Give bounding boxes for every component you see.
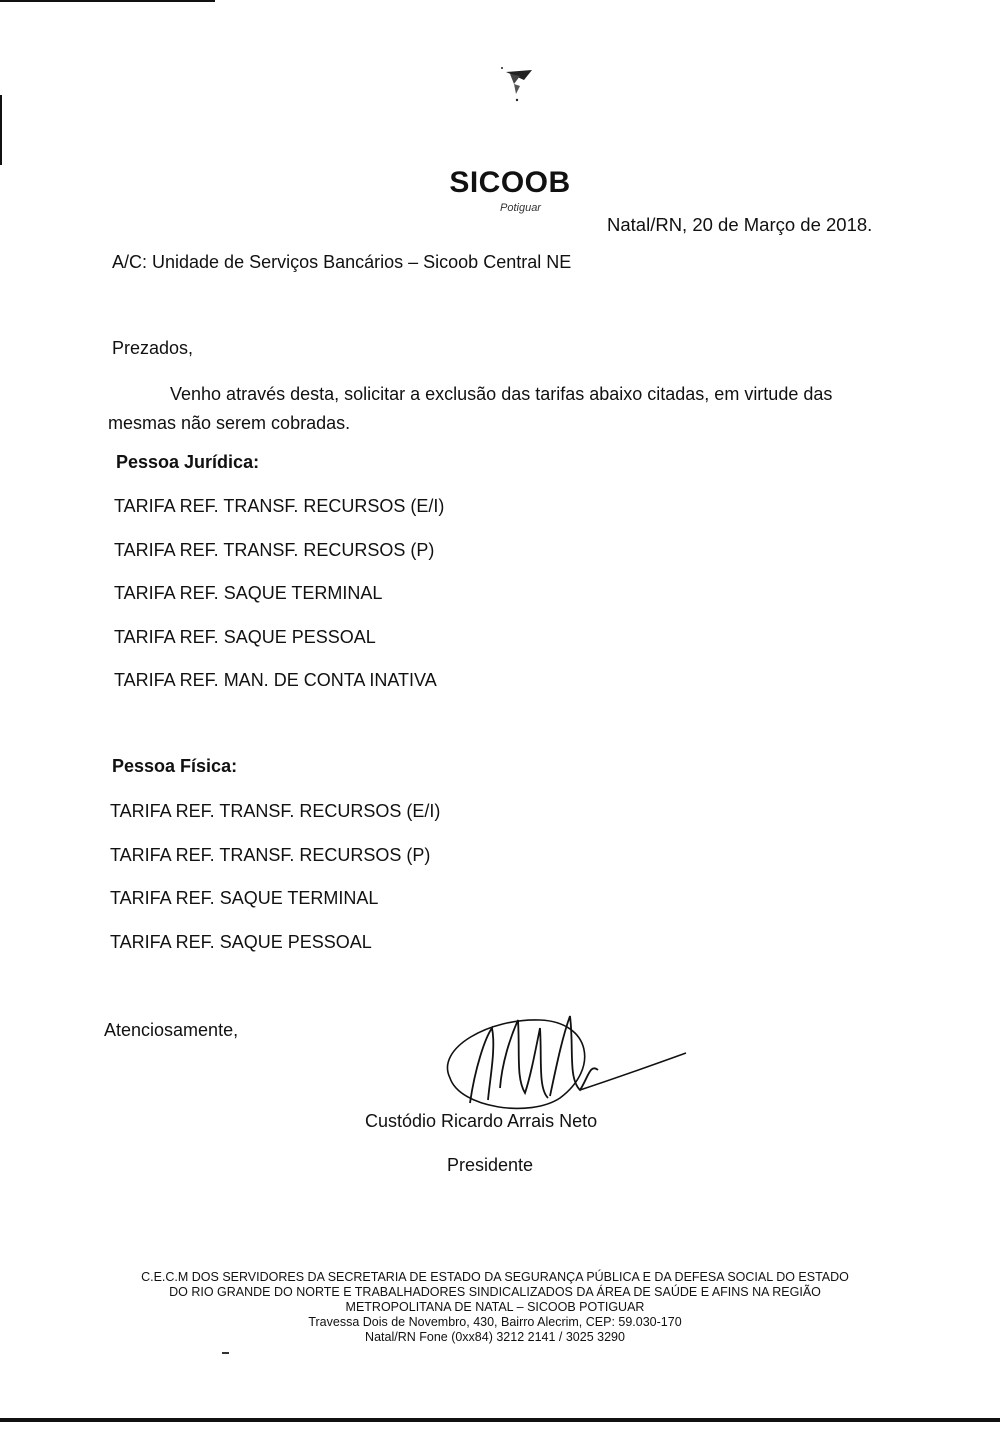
pessoa-fisica-list [110, 800, 440, 974]
pessoa-juridica-list [114, 495, 444, 713]
letter-date: Natal/RN, 20 de Março de 2018. [607, 214, 873, 235]
pessoa-juridica-title: Pessoa Jurídica: [116, 452, 260, 472]
footer-line: C.E.C.M DOS SERVIDORES DA SECRETARIA DE ESTADO DA SEGURANÇA PÚBLICA E DA DEFESA SOCIAL DO ESTADO [141, 1270, 849, 1284]
scan-edge-left [0, 95, 2, 165]
pessoa-fisica-title: Pessoa Física: [112, 756, 238, 776]
list-item: TARIFA REF. TRANSF. RECURSOS (E/I) [114, 496, 445, 516]
list-item: TARIFA REF. SAQUE PESSOAL [110, 931, 372, 952]
footer-line: Travessa Dois de Novembro, 430, Bairro Alecrim, CEP: 59.030-170 [308, 1315, 682, 1329]
list-item: TARIFA REF. SAQUE TERMINAL [110, 888, 379, 908]
attention-line: A/C: Unidade de Serviços Bancários – Sicoob Central NE [112, 252, 572, 272]
body-paragraph: Venho através desta, solicitar a exclusão das tarifas abaixo citadas, em virtude das mesmas não serem cobradas. [108, 384, 833, 433]
greeting: Prezados, [112, 338, 194, 358]
scan-edge-top [0, 0, 215, 2]
sicoob-logo [440, 62, 580, 214]
scan-mark [222, 1352, 229, 1354]
list-item: TARIFA REF. TRANSF. RECURSOS (P) [110, 844, 431, 865]
list-item: TARIFA REF. MAN. DE CONTA INATIVA [114, 670, 437, 690]
list-item: TARIFA REF. SAQUE TERMINAL [114, 583, 383, 603]
letterhead-footer [95, 1270, 895, 1345]
signer-role: Presidente [447, 1155, 534, 1175]
list-item: TARIFA REF. TRANSF. RECURSOS (E/I) [110, 801, 441, 821]
footer-line: DO RIO GRANDE DO NORTE E TRABALHADORES SINDICALIZADOS DA ÁREA DE SAÚDE E AFINS NA REGIÃO [169, 1285, 821, 1299]
closing: Atenciosamente, [104, 1020, 239, 1040]
handwritten-signature [430, 1008, 700, 1118]
logo-name: SICOOB [449, 166, 571, 199]
footer-line: Natal/RN Fone (0xx84) 3212 2141 / 3025 3290 [365, 1330, 625, 1344]
list-item: TARIFA REF. TRANSF. RECURSOS (P) [114, 539, 435, 560]
scan-edge-bottom [0, 1418, 1000, 1422]
logo-subtitle: Potiguar [500, 202, 541, 214]
footer-line: METROPOLITANA DE NATAL – SICOOB POTIGUAR [345, 1300, 645, 1314]
sicoob-leaf-icon [480, 62, 540, 104]
signer-name: Custódio Ricardo Arrais Neto [365, 1111, 598, 1131]
list-item: TARIFA REF. SAQUE PESSOAL [114, 626, 376, 647]
